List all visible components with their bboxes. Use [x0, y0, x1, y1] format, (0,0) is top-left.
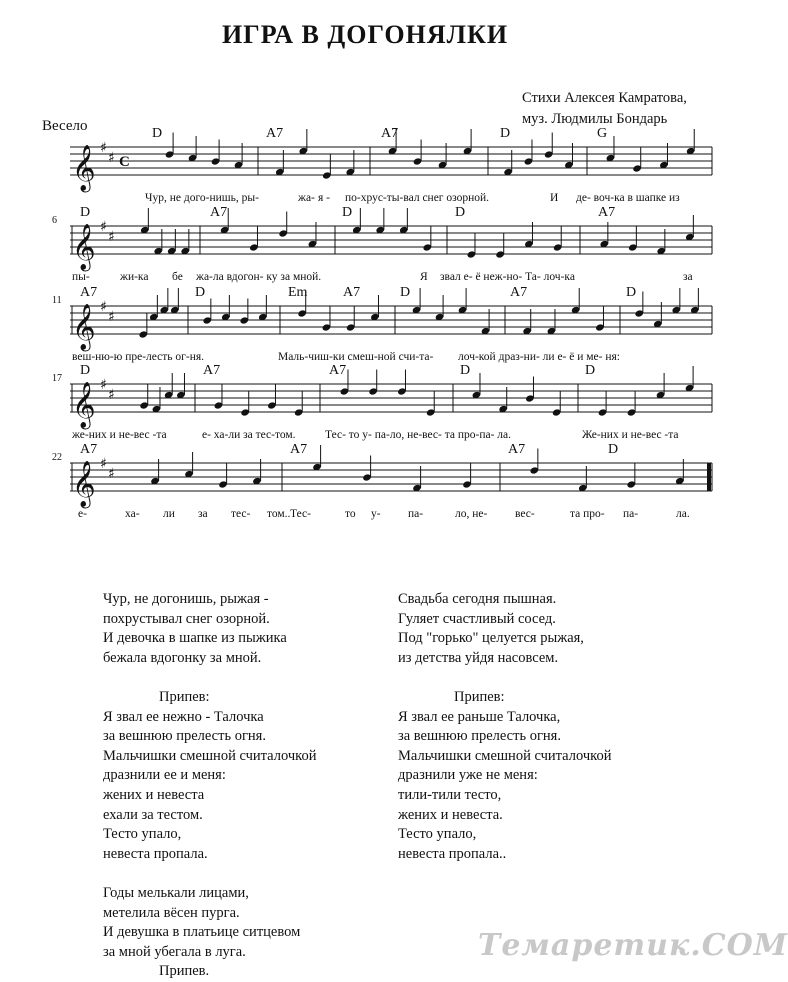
sharp-icon: ♯ [100, 456, 107, 472]
lyric-syllables: И [550, 192, 559, 204]
lyric-line: Под "горько" целуется рыжая, [398, 630, 584, 647]
lyric-syllables: лоч-кой драз-ни- ли е- ё и ме- ня: [458, 351, 620, 363]
chord-symbol: A7 [210, 205, 228, 220]
lyricist-credit: Стихи Алексея Камратова, [522, 90, 687, 106]
chord-symbol: A7 [80, 442, 98, 457]
lyric-line: Тесто упало, [103, 826, 182, 843]
sharp-icon: ♯ [100, 140, 107, 156]
lyrics-right-column [398, 590, 611, 864]
staff-system [52, 205, 712, 283]
lyric-syllables: пы- [72, 271, 90, 283]
lyric-syllables: звал е- ё неж-но- Та- лоч-ка [440, 271, 575, 283]
lyric-line: дразнили ее и меня: [103, 767, 226, 784]
time-signature: C [119, 154, 130, 170]
chord-symbol: D [460, 363, 471, 378]
lyric-syllables: жи-ка [120, 271, 149, 283]
lyric-line [103, 668, 316, 688]
chord-symbol: D [455, 205, 466, 220]
lyric-line: Чур, не догонишь, рыжая - [103, 591, 269, 607]
lyric-syllables: за [198, 508, 208, 520]
chord-symbol: D [80, 363, 91, 378]
lyric-syllables: е- ха-ли за тес-том. [202, 429, 296, 441]
sharp-icon: ♯ [100, 219, 107, 235]
lyric-syllables: бе [172, 271, 183, 283]
final-bar-line [707, 463, 711, 491]
lyric-syllables: у- [371, 508, 381, 520]
lyric-syllables: вес- [515, 508, 535, 520]
measure-number: 6 [52, 215, 57, 226]
chord-symbol: A7 [80, 285, 98, 300]
lyric-line: И девочка в шапке из пыжика [103, 630, 287, 647]
chord-symbol: D [400, 285, 411, 300]
chord-symbol: A7 [290, 442, 308, 457]
treble-clef-icon: 𝄞 [72, 461, 96, 507]
lyric-syllables: тес- [231, 508, 251, 520]
lyric-syllables: па- [408, 508, 424, 520]
lyric-line: Годы мелькали лицами, [103, 884, 249, 901]
staff-system [52, 363, 712, 441]
sharp-icon: ♯ [108, 150, 115, 166]
treble-clef-icon: 𝄞 [72, 304, 96, 350]
lyric-line: за вешнюю прелесть огня. [398, 728, 561, 745]
staff-system [52, 442, 712, 520]
lyric-line: Свадьба сегодня пышная. [398, 591, 557, 607]
tempo-marking: Весело [42, 118, 88, 134]
lyric-line: Припев: [159, 688, 210, 705]
lyric-syllables: Тес- то у- па-ло, не-вес- та про-па- ла. [325, 429, 512, 441]
lyrics-left-column [103, 590, 316, 982]
lyric-line: невеста пропала. [103, 845, 208, 862]
lyric-line [398, 668, 611, 688]
lyric-line: Припев. [159, 963, 210, 980]
lyric-line: Мальчишки смешной считалочкой [103, 747, 317, 764]
chord-symbol: A7 [329, 363, 347, 378]
lyric-syllables: ла. [676, 508, 690, 520]
lyric-line: Я звал ее раньше Талочка, [398, 708, 561, 725]
lyric-line: дразнили уже не меня: [398, 767, 538, 784]
staff-system [70, 126, 712, 204]
lyric-syllables: де- воч-ка в шапке из [576, 192, 680, 204]
chord-symbol: D [80, 205, 91, 220]
lyric-line: за вешнюю прелесть огня. [103, 728, 266, 745]
sharp-icon: ♯ [108, 466, 115, 482]
lyric-syllables: я - [318, 192, 330, 204]
lyric-line: Я звал ее нежно - Талочка [103, 708, 264, 725]
lyric-line: Тесто упало, [398, 826, 477, 843]
lyric-line: невеста пропала.. [398, 845, 507, 862]
watermark: Темаретик.COM [478, 928, 788, 963]
lyric-syllables: Тес- [290, 508, 311, 520]
chord-symbol: D [195, 285, 206, 300]
sharp-icon: ♯ [108, 229, 115, 245]
lyric-syllables: ли [163, 508, 175, 520]
chord-symbol: A7 [266, 126, 284, 141]
lyric-line: за мной убегала в луга. [103, 943, 246, 960]
lyric-syllables: ха- [125, 508, 140, 520]
chord-symbol: A7 [508, 442, 526, 457]
chord-symbol: A7 [203, 363, 221, 378]
chord-symbol: Em [288, 285, 308, 300]
sharp-icon: ♯ [100, 299, 107, 315]
chord-symbol: A7 [343, 285, 361, 300]
lyric-syllables: то [345, 508, 356, 520]
sharp-icon: ♯ [100, 377, 107, 393]
lyric-syllables: Чур, не дого-нишь, ры- [145, 192, 259, 204]
chord-symbol: D [500, 126, 511, 141]
lyric-line [103, 864, 316, 884]
measure-number: 22 [52, 452, 62, 463]
lyric-line: И девушка в платьице ситцевом [103, 924, 301, 941]
lyric-syllables: па- [623, 508, 639, 520]
chord-symbol: G [597, 126, 608, 141]
lyric-line: метелила вёсен пурга. [103, 904, 240, 921]
lyric-syllables: жа- [298, 192, 315, 204]
lyric-syllables: жа-ла вдогон- ку за мной. [196, 271, 322, 283]
lyric-syllables: же-них и не-вес -та [72, 429, 167, 441]
composer-credit: муз. Людмилы Бондарь [522, 111, 668, 127]
chord-symbol: A7 [598, 205, 616, 220]
lyric-syllables: веш-ню-ю пре-лесть ог-ня. [72, 351, 205, 363]
treble-clef-icon: 𝄞 [72, 382, 96, 428]
chord-symbol: A7 [510, 285, 528, 300]
chord-symbol: D [152, 126, 163, 141]
lyric-line: жених и невеста. [398, 806, 503, 823]
lyric-syllables: Я [420, 271, 428, 283]
lyric-line: Припев: [454, 688, 505, 705]
lyric-line: бежала вдогонку за мной. [103, 649, 262, 666]
treble-clef-icon: 𝄞 [72, 145, 96, 191]
lyric-line: Мальчишки смешной считалочкой [398, 747, 612, 764]
lyric-syllables: ло, не- [455, 508, 488, 520]
measure-number: 11 [52, 295, 62, 306]
lyric-syllables: по-хрус-ты-вал снег озорной. [345, 192, 490, 204]
chord-symbol: D [626, 285, 637, 300]
lyric-line: Гуляет счастливый сосед. [398, 610, 556, 627]
lyric-syllables: Же-них и не-вес -та [582, 429, 679, 441]
lyric-line: тили-тили тесто, [398, 786, 502, 803]
chord-symbol: D [608, 442, 619, 457]
chord-symbol: A7 [381, 126, 399, 141]
lyric-syllables: том.. [267, 508, 291, 520]
lyric-line: из детства уйдя насовсем. [398, 649, 559, 666]
lyric-line: ехали за тестом. [103, 806, 203, 823]
lyric-syllables: е- [78, 508, 87, 520]
song-title: ИГРА В ДОГОНЯЛКИ [221, 20, 509, 49]
lyric-syllables: та про- [570, 508, 605, 520]
lyric-syllables: за [683, 271, 693, 283]
lyric-line: жених и невеста [103, 786, 205, 803]
sharp-icon: ♯ [108, 387, 115, 403]
lyric-syllables: Маль-чиш-ки смеш-ной счи-та- [278, 351, 434, 363]
lyric-line: похрустывал снег озорной. [103, 610, 270, 627]
measure-number: 17 [52, 373, 62, 384]
treble-clef-icon: 𝄞 [72, 224, 96, 270]
sharp-icon: ♯ [108, 309, 115, 325]
staff-system [52, 285, 712, 363]
chord-symbol: D [342, 205, 353, 220]
chord-symbol: D [585, 363, 596, 378]
